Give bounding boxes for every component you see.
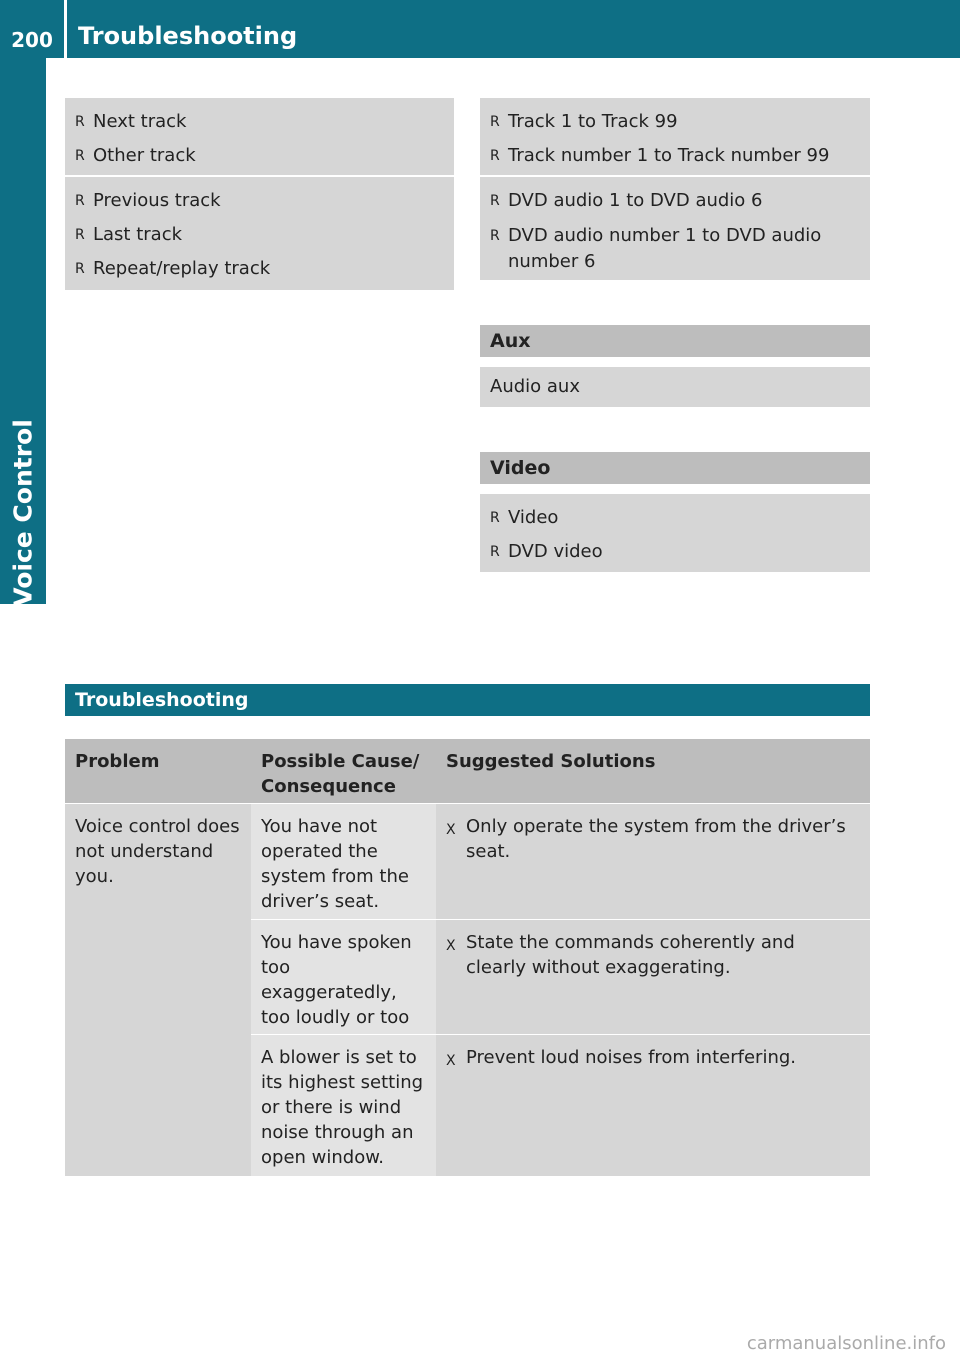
column-header-solution: Suggested Solutions: [436, 739, 870, 803]
troubleshooting-heading: Troubleshooting: [65, 684, 870, 716]
arrow-icon: X: [446, 822, 456, 838]
bullet-icon: R: [490, 228, 500, 244]
aux-body: Audio aux: [480, 367, 870, 407]
list-item: R Track 1 to Track 99: [490, 111, 678, 132]
solution-cell: X State the commands coherently and clearly without exaggerating.: [436, 920, 870, 1034]
list-item: R DVD audio 1 to DVD audio 6: [490, 190, 763, 211]
bullet-icon: R: [75, 227, 85, 243]
left-box-1: [65, 98, 454, 175]
bullet-icon: R: [490, 148, 500, 164]
bullet-icon: R: [75, 193, 85, 209]
bullet-icon: R: [490, 114, 500, 130]
side-tab-label: Voice Control: [8, 419, 38, 607]
cause-cell: You have spoken too exaggeratedly, too loudly or too: [251, 920, 436, 1034]
list-item: R Video: [490, 507, 559, 528]
bullet-icon: R: [490, 544, 500, 560]
list-item: R Track number 1 to Track number 99: [490, 145, 830, 166]
header-divider-line: [65, 803, 870, 804]
column-header-cause: Possible Cause/ Consequence: [251, 739, 436, 803]
page-header: [0, 0, 960, 58]
list-item: R DVD audio number 1 to DVD audio number 6: [490, 225, 822, 272]
solution-cell: X Only operate the system from the driver’s seat.: [436, 804, 870, 919]
bullet-icon: R: [75, 114, 85, 130]
list-item: R Next track: [75, 111, 187, 132]
problem-cell: Voice control does not understand you.: [65, 804, 251, 1176]
cause-cell: A blower is set to its highest setting or there is wind noise through an open window.: [251, 1035, 436, 1176]
solution-cell: X Prevent loud noises from interfering.: [436, 1035, 870, 1176]
bullet-icon: R: [490, 510, 500, 526]
header-divider: [64, 0, 67, 58]
bullet-icon: R: [75, 261, 85, 277]
arrow-icon: X: [446, 1053, 456, 1069]
video-heading: Video: [480, 452, 870, 484]
cause-cell: You have not operated the system from the driver’s seat.: [251, 804, 436, 919]
page-title: Troubleshooting: [78, 22, 298, 50]
column-header-problem: Problem: [65, 739, 251, 803]
list-item: R Previous track: [75, 190, 221, 211]
left-box-2: [65, 177, 454, 290]
side-tab: [0, 58, 46, 607]
bullet-icon: R: [490, 193, 500, 209]
video-box: [480, 494, 870, 572]
list-item: R Other track: [75, 145, 196, 166]
right-box-2: [480, 177, 870, 280]
row-divider: [251, 919, 870, 920]
page-number: 200: [11, 28, 53, 52]
list-item: R Repeat/replay track: [75, 258, 271, 279]
arrow-icon: X: [446, 938, 456, 954]
bullet-icon: R: [75, 148, 85, 164]
aux-heading: Aux: [480, 325, 870, 357]
right-box-1: [480, 98, 870, 175]
row-divider: [251, 1034, 870, 1035]
watermark-url: carmanualsonline.info: [746, 1333, 946, 1354]
list-item: R Last track: [75, 224, 183, 245]
list-item: R DVD video: [490, 541, 603, 562]
